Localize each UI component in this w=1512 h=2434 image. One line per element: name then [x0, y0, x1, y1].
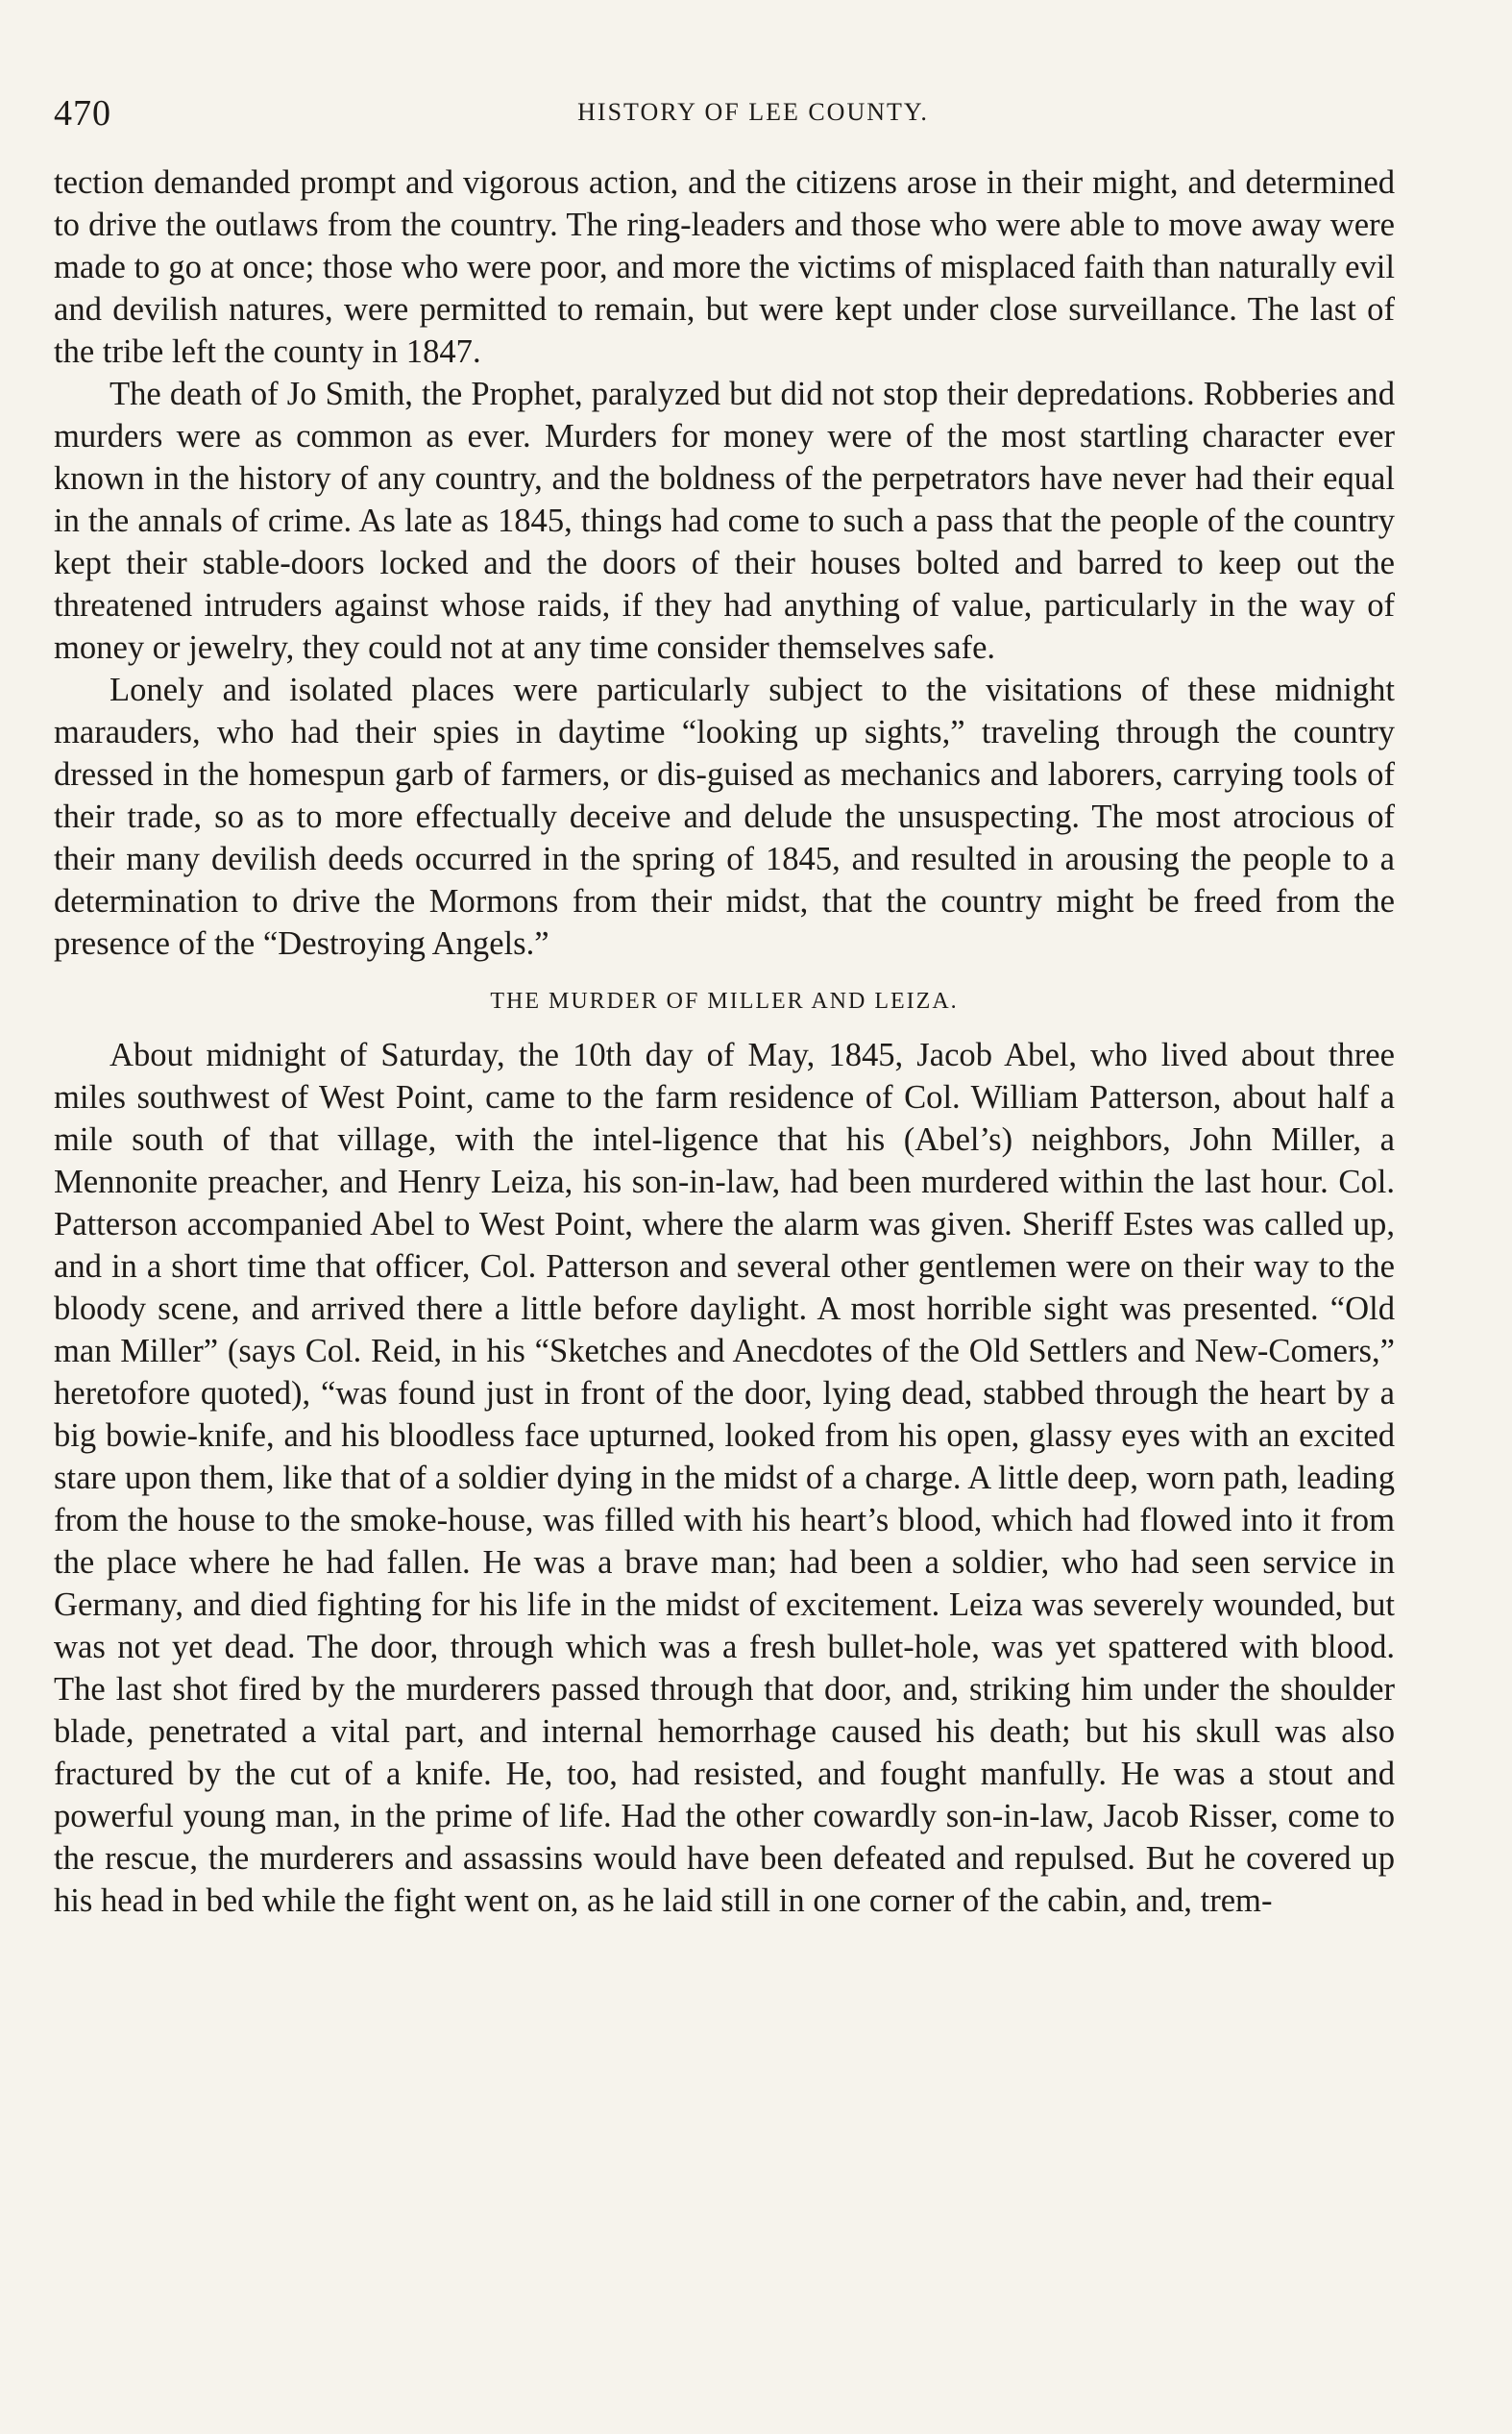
book-title: HISTORY OF LEE COUNTY. [577, 98, 929, 126]
running-head [54, 92, 1395, 140]
paragraph-marauders: Lonely and isolated places were particularly subject to the visitations of these midnight marauders, who had their spies in daytime “looking up sights,” traveling through the country dressed in the homespun garb of farmers, or dis-guised as mechanics and laborers, carrying tools of their trade, so as to more effectually deceive and delude the unsuspecting. The most atrocious of their many devilish deeds occurred in the spring of 1845, and resulted in arousing the people to a determination to drive the Mormons from their midst, that the country might be freed from the presence of the “Destroying Angels.” [54, 672, 1395, 962]
paragraph-continued: tection demanded prompt and vigorous action, and the citizens arose in their might, and determined to drive the outlaws from the country. The ring-leaders and those who were able to move away were made to go at once; those who were poor, and more the victims of misplaced faith than naturally evil and devilish natures, were permitted to remain, but were kept under close surveillance. The last of the tribe left the county in 1847. [54, 164, 1395, 370]
paragraph-prophet-death: The death of Jo Smith, the Prophet, paralyzed but did not stop their depredations. Robberies and murders were as common as ever. Murders for money were of the most startling character ever known in the history of any country, and the boldness of the perpetrators have never had their equal in the annals of crime. As late as 1845, things had come to such a pass that the people of the country kept their stable-doors locked and the doors of their houses bolted and barred to keep out the threatened intruders against whose raids, if they had anything of value, particularly in the way of money or jewelry, they could not at any time consider themselves safe. [54, 376, 1395, 666]
page-number: 470 [54, 93, 111, 134]
book-page [54, 92, 1395, 1922]
body-text [54, 161, 1395, 1922]
section-heading: THE MURDER OF MILLER AND LEIZA. [490, 989, 959, 1014]
paragraph-murder-account: About midnight of Saturday, the 10th day of May, 1845, Jacob Abel, who lived about three miles southwest of West Point, came to the farm residence of Col. William Patterson, about half a mile south of that village, with the intel-ligence that his (Abel’s) neighbors, John Miller, a Mennonite preacher, and Henry Leiza, his son-in-law, had been murdered within the last hour. Col. Patterson accompanied Abel to West Point, where the alarm was given. Sheriff Estes was called up, and in a short time that officer, Col. Patterson and several other gentlemen were on their way to the bloody scene, and arrived there a little before daylight. A most horrible sight was presented. “Old man Miller” (says Col. Reid, in his “Sketches and Anecdotes of the Old Settlers and New-Comers,” heretofore quoted), “was found just in front of the door, lying dead, stabbed through the heart by a big bowie-knife, and his bloodless face upturned, looked from his open, glassy eyes with an excited stare upon them, like that of a soldier dying in the midst of a charge. A little deep, worn path, leading from the house to the smoke-house, was filled with his heart’s blood, which had flowed into it from the place where he had fallen. He was a brave man; had been a soldier, who had seen service in Germany, and died fighting for his life in the midst of excitement. Leiza was severely wounded, but was not yet dead. The door, through which was a fresh bullet-hole, was yet spattered with blood. The last shot fired by the murderers passed through that door, and, striking him under the shoulder blade, penetrated a vital part, and internal hemorrhage caused his death; but his skull was also fractured by the cut of a knife. He, too, had resisted, and fought manfully. He was a stout and powerful young man, in the prime of life. Had the other cowardly son-in-law, Jacob Risser, come to the rescue, the murderers and assassins would have been defeated and repulsed. But he covered up his head in bed while the fight went on, as he laid still in one corner of the cabin, and, trem- [54, 1037, 1395, 1919]
